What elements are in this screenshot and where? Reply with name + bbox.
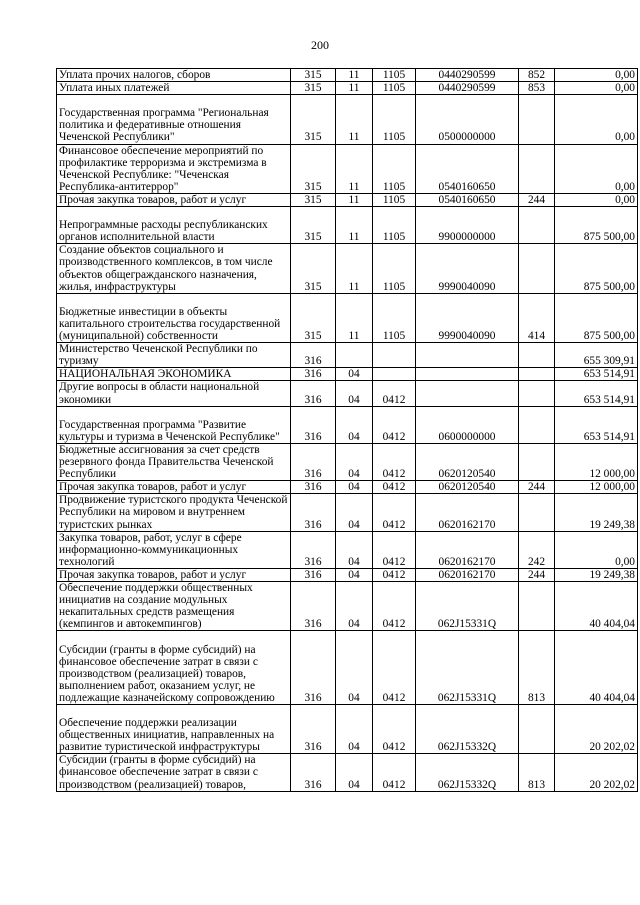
row-pr-code-cell: 1105 bbox=[373, 293, 416, 342]
row-vr-code-cell bbox=[519, 144, 555, 193]
row-gr-code-cell: 316 bbox=[291, 406, 336, 443]
row-name-cell: Создание объектов социального и производственного комплексов, в том числе объектов общегражданского назначения, жилья, инфраструктуры bbox=[57, 244, 291, 293]
row-rz-code-cell: 04 bbox=[336, 494, 373, 531]
row-rz-code-cell: 04 bbox=[336, 531, 373, 568]
table-row bbox=[57, 193, 638, 206]
table-row bbox=[57, 754, 638, 791]
row-gr-code-cell: 316 bbox=[291, 754, 336, 791]
row-sum-cell: 0,00 bbox=[555, 531, 638, 568]
row-rz-code-cell: 04 bbox=[336, 754, 373, 791]
row-gr-code-cell: 316 bbox=[291, 631, 336, 705]
row-name-cell: Прочая закупка товаров, работ и услуг bbox=[57, 193, 291, 206]
table-row bbox=[57, 244, 638, 293]
row-pr-code-cell: 0412 bbox=[373, 581, 416, 630]
row-rz-code-cell: 04 bbox=[336, 406, 373, 443]
row-cs-code-cell bbox=[416, 343, 519, 368]
row-gr-code-cell: 315 bbox=[291, 82, 336, 95]
table-row bbox=[57, 494, 638, 531]
row-cs-code-cell: 9990040090 bbox=[416, 244, 519, 293]
row-rz-code-cell: 11 bbox=[336, 95, 373, 144]
row-cs-code-cell: 0440290599 bbox=[416, 82, 519, 95]
row-cs-code-cell: 0620120540 bbox=[416, 443, 519, 480]
table-row bbox=[57, 443, 638, 480]
row-cs-code-cell: 9990040090 bbox=[416, 293, 519, 342]
row-pr-code-cell: 1105 bbox=[373, 69, 416, 82]
row-rz-code-cell: 04 bbox=[336, 568, 373, 581]
row-vr-code-cell bbox=[519, 494, 555, 531]
row-sum-cell: 0,00 bbox=[555, 193, 638, 206]
row-sum-cell: 0,00 bbox=[555, 95, 638, 144]
row-name-cell: Продвижение туристского продукта Чеченской Республики на мировом и внутреннем туристских рынках bbox=[57, 494, 291, 531]
row-vr-code-cell: 244 bbox=[519, 568, 555, 581]
row-rz-code-cell: 04 bbox=[336, 581, 373, 630]
row-name-cell: Финансовое обеспечение мероприятий по профилактике терроризма и экстремизма в Чеченской Республике: "Чеченская Республика-антитеррор" bbox=[57, 144, 291, 193]
table-row bbox=[57, 207, 638, 244]
row-rz-code-cell: 04 bbox=[336, 381, 373, 406]
row-name-cell: Бюджетные ассигнования за счет средств резервного фонда Правительства Чеченской Республики bbox=[57, 443, 291, 480]
row-gr-code-cell: 315 bbox=[291, 207, 336, 244]
row-rz-code-cell: 11 bbox=[336, 82, 373, 95]
table-row bbox=[57, 406, 638, 443]
table-row bbox=[57, 95, 638, 144]
row-pr-code-cell: 0412 bbox=[373, 443, 416, 480]
row-gr-code-cell: 316 bbox=[291, 704, 336, 753]
budget-table-body bbox=[57, 69, 638, 792]
row-rz-code-cell: 11 bbox=[336, 69, 373, 82]
row-pr-code-cell: 0412 bbox=[373, 531, 416, 568]
row-pr-code-cell: 1105 bbox=[373, 82, 416, 95]
row-rz-code-cell: 11 bbox=[336, 244, 373, 293]
row-rz-code-cell bbox=[336, 343, 373, 368]
row-sum-cell: 0,00 bbox=[555, 144, 638, 193]
row-name-cell: Прочая закупка товаров, работ и услуг bbox=[57, 481, 291, 494]
row-name-cell: Государственная программа "Развитие культуры и туризма в Чеченской Республике" bbox=[57, 406, 291, 443]
row-rz-code-cell: 04 bbox=[336, 704, 373, 753]
row-pr-code-cell bbox=[373, 343, 416, 368]
table-row bbox=[57, 343, 638, 368]
row-name-cell: НАЦИОНАЛЬНАЯ ЭКОНОМИКА bbox=[57, 368, 291, 381]
row-pr-code-cell: 1105 bbox=[373, 144, 416, 193]
row-cs-code-cell: 062J15331Q bbox=[416, 631, 519, 705]
row-vr-code-cell bbox=[519, 581, 555, 630]
table-row bbox=[57, 631, 638, 705]
row-cs-code-cell: 0540160650 bbox=[416, 144, 519, 193]
row-cs-code-cell: 062J15332Q bbox=[416, 754, 519, 791]
row-gr-code-cell: 316 bbox=[291, 568, 336, 581]
row-gr-code-cell: 316 bbox=[291, 531, 336, 568]
row-gr-code-cell: 315 bbox=[291, 293, 336, 342]
row-vr-code-cell bbox=[519, 244, 555, 293]
row-gr-code-cell: 316 bbox=[291, 481, 336, 494]
row-sum-cell: 20 202,02 bbox=[555, 704, 638, 753]
row-sum-cell: 0,00 bbox=[555, 82, 638, 95]
row-vr-code-cell: 414 bbox=[519, 293, 555, 342]
row-gr-code-cell: 316 bbox=[291, 443, 336, 480]
row-pr-code-cell: 0412 bbox=[373, 631, 416, 705]
row-pr-code-cell: 0412 bbox=[373, 406, 416, 443]
row-sum-cell: 40 404,04 bbox=[555, 581, 638, 630]
row-sum-cell: 653 514,91 bbox=[555, 381, 638, 406]
row-sum-cell: 653 514,91 bbox=[555, 368, 638, 381]
row-pr-code-cell: 0412 bbox=[373, 704, 416, 753]
row-name-cell: Субсидии (гранты в форме субсидий) на финансовое обеспечение затрат в связи с производством (реализацией) товаров, выполнением работ, оказанием услуг, не подлежащие казначейскому сопровождению bbox=[57, 631, 291, 705]
row-name-cell: Бюджетные инвестиции в объекты капитального строительства государственной (муниципальной) собственности bbox=[57, 293, 291, 342]
row-gr-code-cell: 315 bbox=[291, 95, 336, 144]
row-rz-code-cell: 11 bbox=[336, 193, 373, 206]
row-cs-code-cell bbox=[416, 381, 519, 406]
row-pr-code-cell: 0412 bbox=[373, 494, 416, 531]
row-rz-code-cell: 04 bbox=[336, 368, 373, 381]
row-name-cell: Обеспечение поддержки общественных инициатив на создание модульных некапитальных средств размещения (кемпингов и автокемпингов) bbox=[57, 581, 291, 630]
row-vr-code-cell bbox=[519, 704, 555, 753]
row-pr-code-cell: 1105 bbox=[373, 95, 416, 144]
row-sum-cell: 19 249,38 bbox=[555, 494, 638, 531]
row-gr-code-cell: 315 bbox=[291, 244, 336, 293]
row-gr-code-cell: 315 bbox=[291, 193, 336, 206]
row-cs-code-cell: 9900000000 bbox=[416, 207, 519, 244]
row-cs-code-cell: 0600000000 bbox=[416, 406, 519, 443]
row-name-cell: Обеспечение поддержки реализации общественных инициатив, направленных на развитие туристической инфраструктуры bbox=[57, 704, 291, 753]
row-name-cell: Непрограммные расходы республиканских органов исполнительной власти bbox=[57, 207, 291, 244]
row-cs-code-cell: 062J15332Q bbox=[416, 704, 519, 753]
row-sum-cell: 653 514,91 bbox=[555, 406, 638, 443]
row-cs-code-cell: 0620120540 bbox=[416, 481, 519, 494]
row-sum-cell: 875 500,00 bbox=[555, 207, 638, 244]
row-sum-cell: 875 500,00 bbox=[555, 293, 638, 342]
row-sum-cell: 20 202,02 bbox=[555, 754, 638, 791]
row-vr-code-cell bbox=[519, 368, 555, 381]
row-rz-code-cell: 11 bbox=[336, 144, 373, 193]
row-sum-cell: 655 309,91 bbox=[555, 343, 638, 368]
row-cs-code-cell bbox=[416, 368, 519, 381]
table-row bbox=[57, 704, 638, 753]
row-name-cell: Уплата иных платежей bbox=[57, 82, 291, 95]
row-vr-code-cell: 242 bbox=[519, 531, 555, 568]
table-row bbox=[57, 82, 638, 95]
row-rz-code-cell: 04 bbox=[336, 443, 373, 480]
table-row bbox=[57, 481, 638, 494]
row-cs-code-cell: 0440290599 bbox=[416, 69, 519, 82]
row-vr-code-cell bbox=[519, 381, 555, 406]
row-vr-code-cell bbox=[519, 95, 555, 144]
row-cs-code-cell: 062J15331Q bbox=[416, 581, 519, 630]
table-row bbox=[57, 381, 638, 406]
row-vr-code-cell bbox=[519, 343, 555, 368]
row-gr-code-cell: 316 bbox=[291, 581, 336, 630]
row-name-cell: Государственная программа "Региональная политика и федеративные отношения Чеченской Республики" bbox=[57, 95, 291, 144]
row-pr-code-cell: 1105 bbox=[373, 244, 416, 293]
row-sum-cell: 875 500,00 bbox=[555, 244, 638, 293]
row-sum-cell: 40 404,04 bbox=[555, 631, 638, 705]
row-rz-code-cell: 04 bbox=[336, 481, 373, 494]
row-vr-code-cell: 813 bbox=[519, 631, 555, 705]
row-pr-code-cell: 1105 bbox=[373, 207, 416, 244]
row-sum-cell: 12 000,00 bbox=[555, 443, 638, 480]
table-row bbox=[57, 568, 638, 581]
row-pr-code-cell: 1105 bbox=[373, 193, 416, 206]
row-vr-code-cell: 852 bbox=[519, 69, 555, 82]
row-sum-cell: 12 000,00 bbox=[555, 481, 638, 494]
row-vr-code-cell: 853 bbox=[519, 82, 555, 95]
row-rz-code-cell: 11 bbox=[336, 207, 373, 244]
row-vr-code-cell: 244 bbox=[519, 193, 555, 206]
row-vr-code-cell bbox=[519, 443, 555, 480]
row-cs-code-cell: 0620162170 bbox=[416, 494, 519, 531]
row-pr-code-cell: 0412 bbox=[373, 481, 416, 494]
row-vr-code-cell: 813 bbox=[519, 754, 555, 791]
row-cs-code-cell: 0620162170 bbox=[416, 531, 519, 568]
row-gr-code-cell: 316 bbox=[291, 494, 336, 531]
budget-table bbox=[56, 68, 638, 792]
table-row bbox=[57, 368, 638, 381]
page-number: 200 bbox=[311, 38, 329, 52]
row-name-cell: Другие вопросы в области национальной экономики bbox=[57, 381, 291, 406]
table-row bbox=[57, 69, 638, 82]
row-pr-code-cell: 0412 bbox=[373, 381, 416, 406]
table-row bbox=[57, 144, 638, 193]
row-pr-code-cell: 0412 bbox=[373, 754, 416, 791]
row-gr-code-cell: 315 bbox=[291, 69, 336, 82]
row-rz-code-cell: 11 bbox=[336, 293, 373, 342]
row-sum-cell: 19 249,38 bbox=[555, 568, 638, 581]
row-rz-code-cell: 04 bbox=[336, 631, 373, 705]
row-pr-code-cell bbox=[373, 368, 416, 381]
row-cs-code-cell: 0500000000 bbox=[416, 95, 519, 144]
row-vr-code-cell bbox=[519, 406, 555, 443]
row-name-cell: Закупка товаров, работ, услуг в сфере информационно-коммуникационных технологий bbox=[57, 531, 291, 568]
row-name-cell: Субсидии (гранты в форме субсидий) на финансовое обеспечение затрат в связи с производством (реализацией) товаров, bbox=[57, 754, 291, 791]
table-row bbox=[57, 531, 638, 568]
row-vr-code-cell bbox=[519, 207, 555, 244]
row-gr-code-cell: 316 bbox=[291, 381, 336, 406]
row-name-cell: Уплата прочих налогов, сборов bbox=[57, 69, 291, 82]
row-cs-code-cell: 0620162170 bbox=[416, 568, 519, 581]
row-cs-code-cell: 0540160650 bbox=[416, 193, 519, 206]
row-sum-cell: 0,00 bbox=[555, 69, 638, 82]
row-name-cell: Министерство Чеченской Республики по туризму bbox=[57, 343, 291, 368]
row-vr-code-cell: 244 bbox=[519, 481, 555, 494]
row-pr-code-cell: 0412 bbox=[373, 568, 416, 581]
table-row bbox=[57, 581, 638, 630]
row-gr-code-cell: 316 bbox=[291, 343, 336, 368]
row-gr-code-cell: 315 bbox=[291, 144, 336, 193]
table-row bbox=[57, 293, 638, 342]
row-name-cell: Прочая закупка товаров, работ и услуг bbox=[57, 568, 291, 581]
row-gr-code-cell: 316 bbox=[291, 368, 336, 381]
